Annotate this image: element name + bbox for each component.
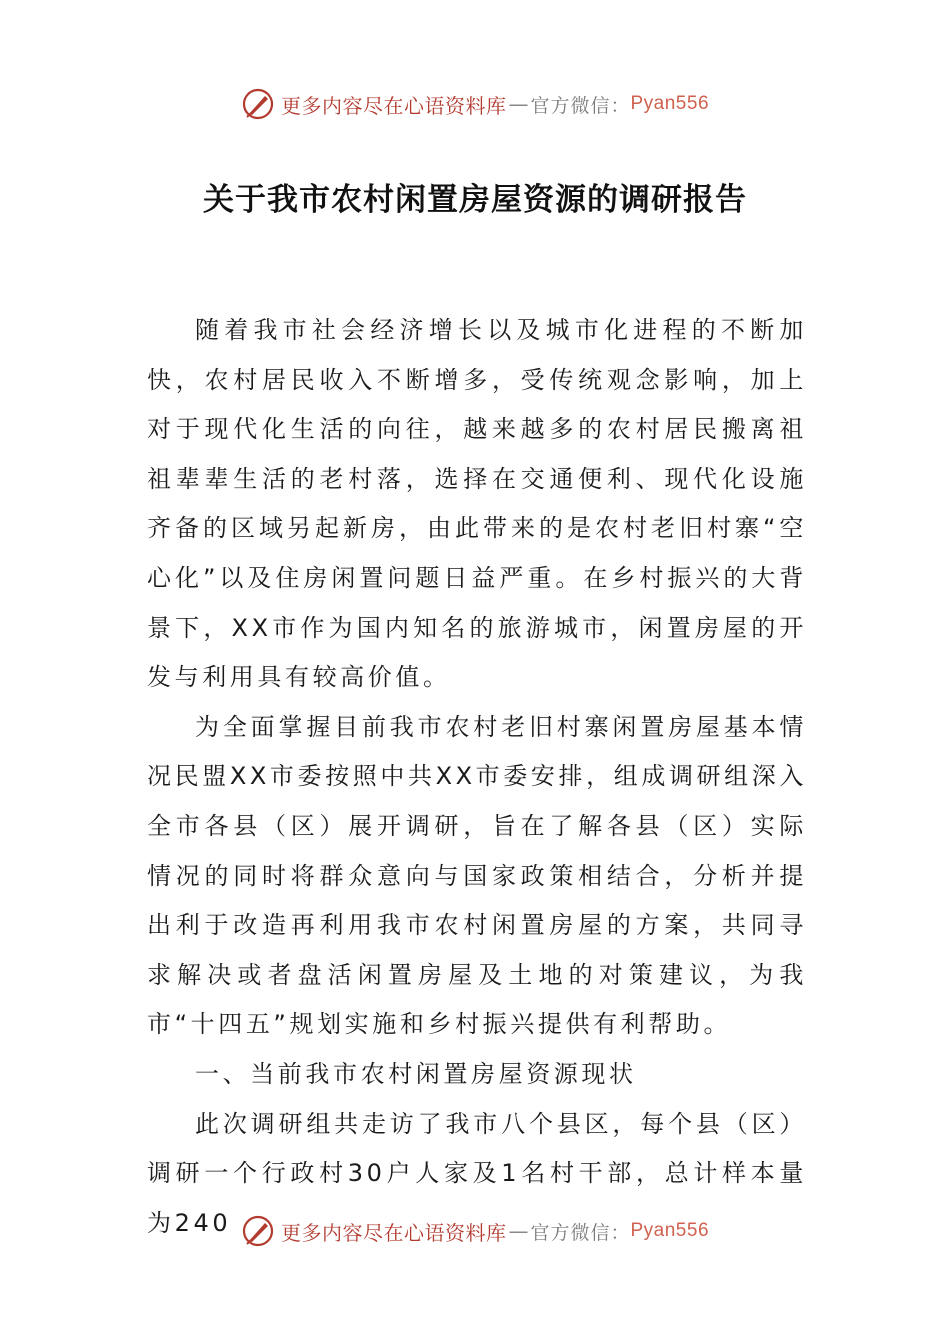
section-heading: 一、当前我市农村闲置房屋资源现状 [195, 1059, 637, 1088]
document-body [147, 306, 807, 1248]
watermark-brand: 更多内容尽在心语资料库 [280, 93, 507, 118]
watermark-wechat-id: Pyan556 [630, 1220, 710, 1241]
paragraph-survey: 此次调研组共走访了我市八个县区，每个县（区）调研一个行政村30户人家及1名村干部，总计样本量为240 [147, 1109, 807, 1237]
watermark-header [0, 84, 950, 124]
document-title: 关于我市农村闲置房屋资源的调研报告 [203, 182, 747, 218]
quill-pen-icon [241, 1214, 275, 1248]
watermark-dash: — [508, 1219, 529, 1243]
watermark-wechat-id: Pyan556 [630, 93, 710, 114]
watermark-suffix: 官方微信： [530, 1221, 631, 1244]
watermark-brand: 更多内容尽在心语资料库 [280, 1220, 507, 1245]
watermark-suffix: 官方微信： [530, 94, 631, 117]
watermark-footer [0, 1211, 950, 1251]
paragraph-purpose: 为全面掌握目前我市农村老旧村寨闲置房屋基本情况民盟XX市委按照中共XX市委安排，组成调研组深入全市各县（区）展开调研，旨在了解各县（区）实际情况的同时将群众意向与国家政策相结合，分析并提出利于改造再利用我市农村闲置房屋的方案，共同寻求解决或者盘活闲置房屋及土地的对策建议，为我市“十四五”规划实施和乡村振兴提供有利帮助。 [147, 712, 807, 1039]
quill-pen-icon [241, 87, 275, 121]
watermark-dash: — [508, 92, 529, 116]
paragraph-intro: 随着我市社会经济增长以及城市化进程的不断加快，农村居民收入不断增多，受传统观念影响，加上对于现代化生活的向往，越来越多的农村居民搬离祖祖辈辈生活的老村落，选择在交通便利、现代化设施齐备的区域另起新房，由此带来的是农村老旧村寨“空心化”以及住房闲置问题日益严重。在乡村振兴的大背景下，XX市作为国内知名的旅游城市，闲置房屋的开发与利用具有较高价值。 [147, 316, 807, 692]
